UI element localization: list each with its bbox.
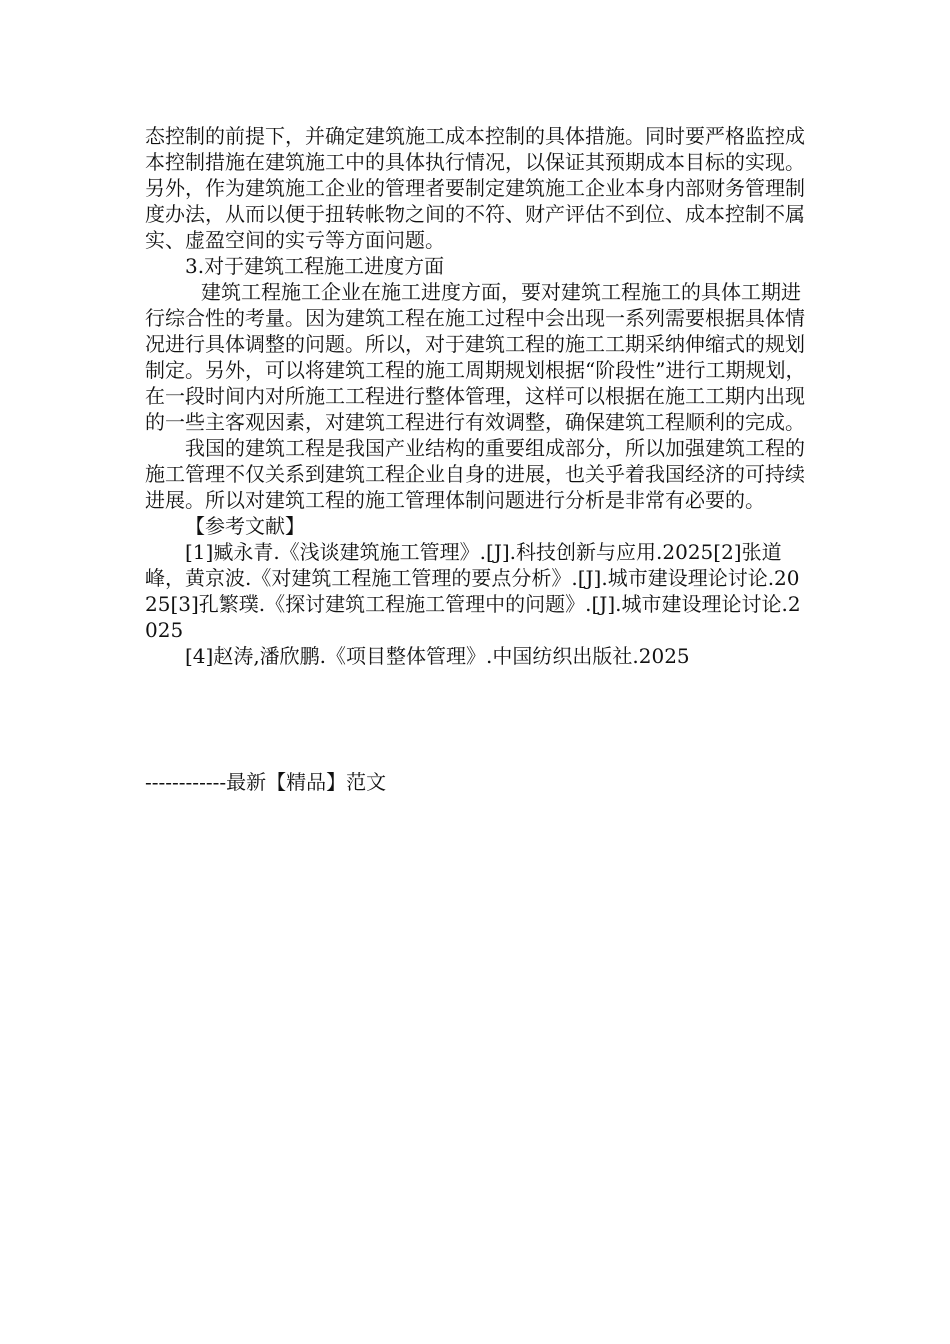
section-heading-schedule: 3.对于建筑工程施工进度方面 — [185, 254, 445, 278]
paragraph-schedule: 建筑工程施工企业在施工进度方面，要对建筑工程施工的具体工期进行综合性的考量。因为建筑工程在施工过程中会出现一系列需要根据具体情况进行具体调整的问题。所以，对于建筑工程的施工工期采纳伸缩式的规划制定。另外，可以将建筑工程的施工周期规划根据“阶段性”进行工期规划，在一段时间内对所施工工程进行整体管理，这样可以根据在施工工期内出现的一些主客观因素，对建筑工程进行有效调整，确保建筑工程顺利的完成。 — [145, 280, 806, 434]
document-body — [145, 123, 807, 669]
reference-entry-4: [4]赵涛,潘欣鹏.《项目整体管理》.中国纺织出版社.2025 — [185, 644, 690, 668]
reference-entries-1-3: [1]臧永青.《浅谈建筑施工管理》.[J].科技创新与应用.2025[2]张道峰，黄京波.《对建筑工程施工管理的要点分析》.[J].城市建设理论讨论.2025[3]孔繁璞.《探讨建筑工程施工管理中的问题》.[J].城市建设理论讨论.2025 — [145, 540, 801, 642]
paragraph-cost-control: 态控制的前提下，并确定建筑施工成本控制的具体措施。同时要严格监控成本控制措施在建筑施工中的具体执行情况，以保证其预期成本目标的实现。另外，作为建筑施工企业的管理者要制定建筑施工企业本身内部财务管理制度办法，从而以便于扭转帐物之间的不符、财产评估不到位、成本控制不属实、虚盈空间的实亏等方面问题。 — [145, 124, 805, 252]
footer-caption: ------------最新【精品】范文 — [145, 770, 387, 794]
paragraph-conclusion: 我国的建筑工程是我国产业结构的重要组成部分，所以加强建筑工程的施工管理不仅关系到建筑工程企业自身的进展，也关乎着我国经济的可持续进展。所以对建筑工程的施工管理体制问题进行分析是非常有必要的。 — [145, 436, 805, 512]
references-heading: 【参考文献】 — [185, 514, 305, 538]
